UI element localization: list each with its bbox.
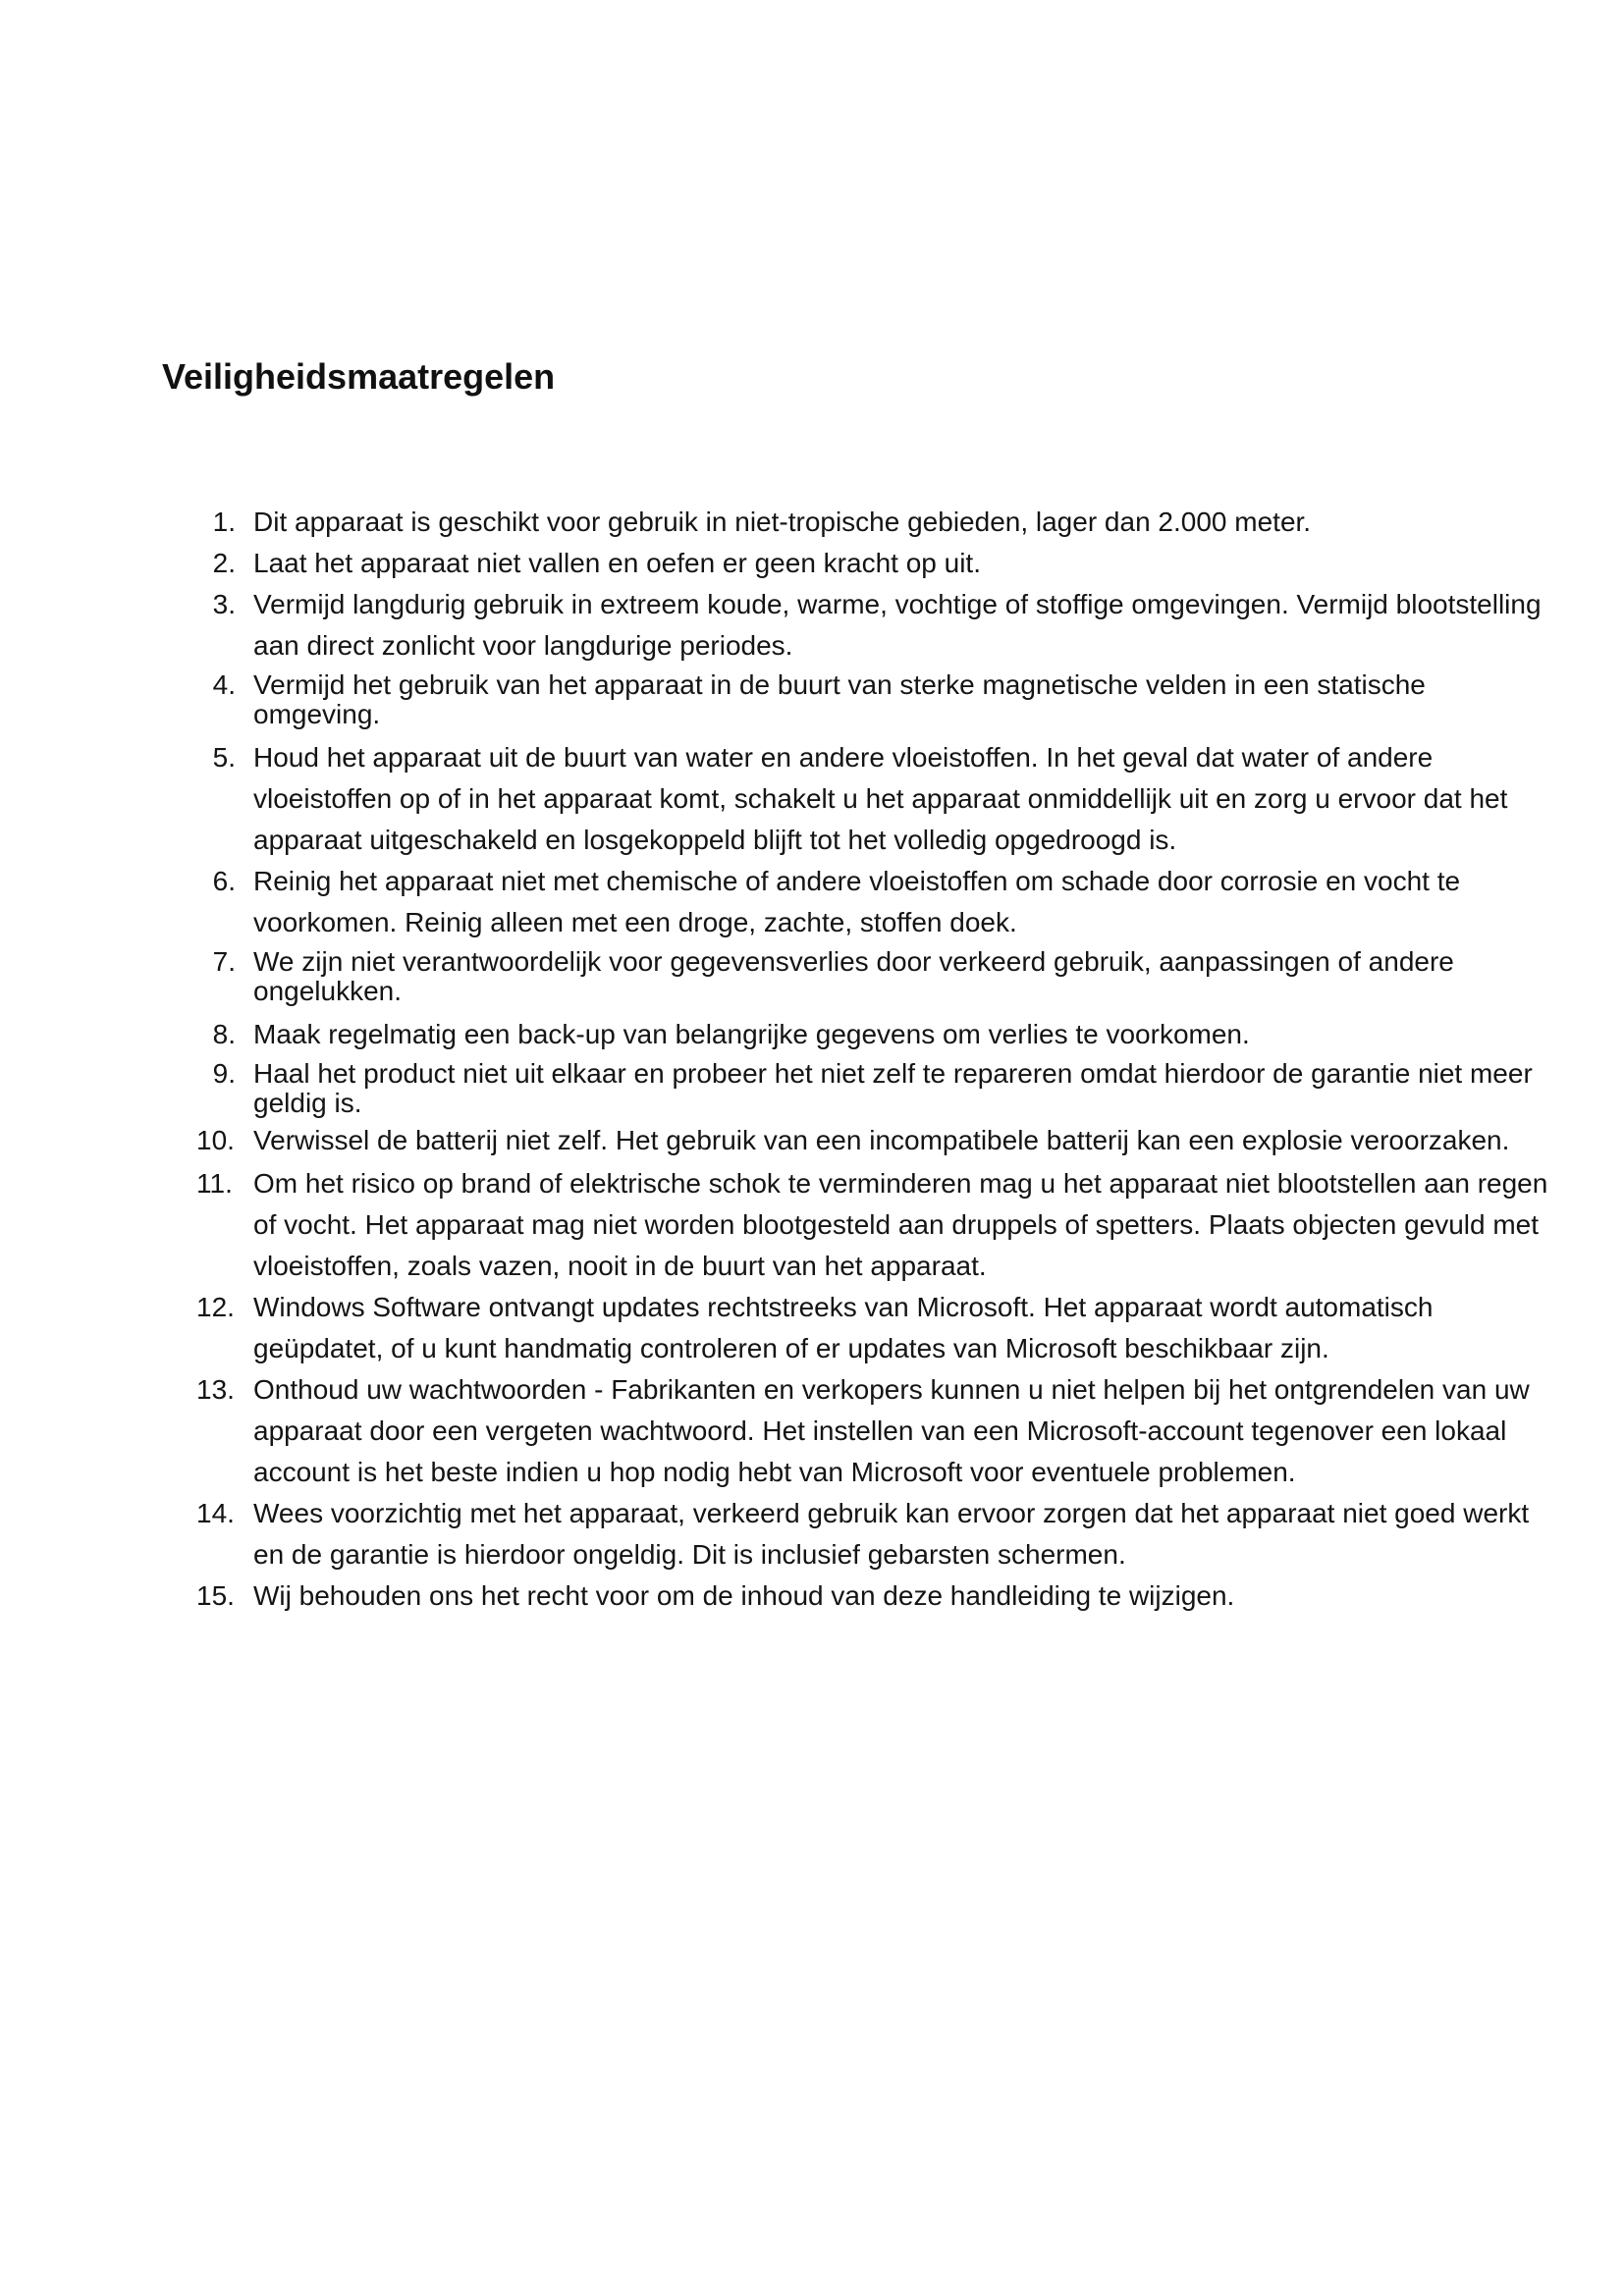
item-number: 13. xyxy=(196,1374,235,1405)
item-number: 11. xyxy=(196,1168,233,1199)
list-item xyxy=(196,861,1551,943)
item-number: 2. xyxy=(212,548,236,578)
item-number: 12. xyxy=(196,1292,235,1322)
item-number: 3. xyxy=(212,589,236,619)
item-text: Reinig het apparaat niet met chemische of andere vloeistoffen om schade door corrosie en vocht te voorkomen. Reinig alleen met een droge, zachte, stoffen doek. xyxy=(253,866,1461,937)
item-text: Laat het apparaat niet vallen en oefen er geen kracht op uit. xyxy=(253,548,981,578)
item-text: Haal het product niet uit elkaar en probeer het niet zelf te repareren omdat hierdoor de garantie niet meer geldig is. xyxy=(253,1058,1533,1118)
item-text: Wees voorzichtig met het apparaat, verkeerd gebruik kan ervoor zorgen dat het apparaat niet goed werkt en de garantie is hierdoor ongeldig. Dit is inclusief gebarsten schermen. xyxy=(253,1498,1530,1570)
item-number: 8. xyxy=(212,1019,236,1049)
item-number: 15. xyxy=(196,1580,235,1611)
list-item xyxy=(196,947,1551,1006)
item-text: Onthoud uw wachtwoorden - Fabrikanten en verkopers kunnen u niet helpen bij het ontgrendelen van uw apparaat door een vergeten wachtwoord. Het instellen van een Microsoft-account tegenover een lokaal account is het beste indien u hop nodig hebt van Microsoft voor eventuele problemen. xyxy=(253,1374,1530,1487)
item-text: Om het risico op brand of elektrische schok te verminderen mag u het apparaat niet blootstellen aan regen of vocht. Het apparaat mag niet worden blootgesteld aan druppels of spetters. Plaats objecten gevuld met vloeistoffen, zoals vazen, nooit in de buurt van het apparaat. xyxy=(253,1168,1548,1281)
list-item xyxy=(196,670,1551,729)
item-text: We zijn niet verantwoordelijk voor gegevensverlies door verkeerd gebruik, aanpassingen of andere ongelukken. xyxy=(253,946,1454,1006)
item-number: 7. xyxy=(212,946,236,977)
page-title: Veiligheidsmaatregelen xyxy=(162,356,556,397)
item-number: 1. xyxy=(212,507,236,537)
list-item xyxy=(196,1287,1551,1369)
list-item xyxy=(196,543,1551,584)
list-item xyxy=(196,1059,1551,1118)
item-text: Houd het apparaat uit de buurt van water en andere vloeistoffen. In het geval dat water of andere vloeistoffen op of in het apparaat komt, schakelt u het apparaat onmiddellijk uit en zorg u ervoor dat het apparaat uitgeschakeld en losgekoppeld blijft tot het volledig opgedroogd is. xyxy=(253,742,1508,855)
list-item xyxy=(196,1575,1551,1617)
list-item xyxy=(196,1369,1551,1493)
item-text: Vermijd langdurig gebruik in extreem koude, warme, vochtige of stoffige omgevingen. Vermijd blootstelling aan direct zonlicht voor langdurige periodes. xyxy=(253,589,1542,661)
list-item xyxy=(196,1014,1551,1055)
item-text: Windows Software ontvangt updates rechtstreeks van Microsoft. Het apparaat wordt automatisch geüpdatet, of u kunt handmatig controleren of er updates van Microsoft beschikbaar zijn. xyxy=(253,1292,1434,1363)
list-item xyxy=(196,1493,1551,1575)
list-item xyxy=(196,584,1551,667)
item-text: Dit apparaat is geschikt voor gebruik in niet-tropische gebieden, lager dan 2.000 meter. xyxy=(253,507,1312,537)
item-number: 4. xyxy=(212,669,236,700)
item-text: Vermijd het gebruik van het apparaat in de buurt van sterke magnetische velden in een statische omgeving. xyxy=(253,669,1426,729)
item-text: Maak regelmatig een back-up van belangrijke gegevens om verlies te voorkomen. xyxy=(253,1019,1250,1049)
list-item xyxy=(196,1163,1551,1287)
item-number: 10. xyxy=(196,1125,235,1155)
item-number: 9. xyxy=(212,1058,236,1089)
item-number: 6. xyxy=(212,866,236,896)
item-text: Verwissel de batterij niet zelf. Het gebruik van een incompatibele batterij kan een explosie veroorzaken. xyxy=(253,1125,1510,1155)
safety-list xyxy=(196,502,1551,1617)
list-item xyxy=(196,737,1551,861)
list-item xyxy=(196,502,1551,543)
item-text: Wij behouden ons het recht voor om de inhoud van deze handleiding te wijzigen. xyxy=(253,1580,1235,1611)
list-item xyxy=(196,1126,1551,1155)
item-number: 14. xyxy=(196,1498,235,1528)
item-number: 5. xyxy=(212,742,236,773)
